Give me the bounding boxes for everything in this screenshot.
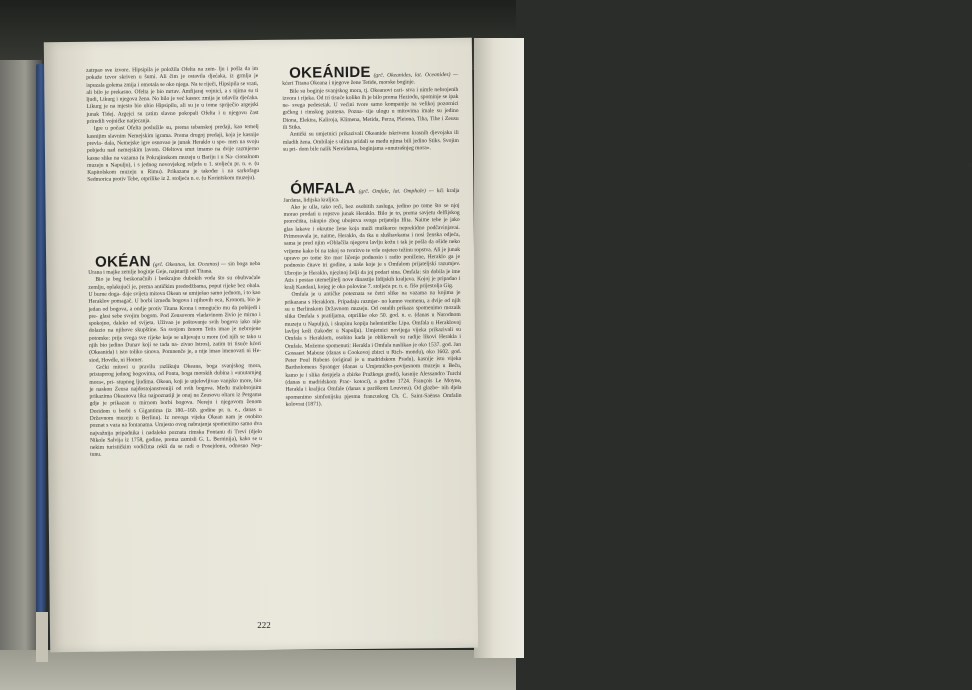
omfala-p2-line: Spranger (danas u Umjetničko-povijesnom muzeju u xyxy=(319,363,449,371)
intro-line: vojnici, a s njima su ti ljudi, Likurg i njegova žena. No xyxy=(86,87,259,104)
okean-p1-line: i to kao Heraklov pomagač. U borbi između bogova i xyxy=(88,289,261,306)
okean-paragraph-1 xyxy=(88,275,261,364)
omfala-p2-line: no kanno vremenu, a dvije od njih su u Berlinskom xyxy=(284,297,461,313)
okean-gloss: (grč. Okeanos, lat. Oceanus) — xyxy=(152,261,227,268)
okeanide-p1-line: Bile su boginje svanjskog mora, tj. Okeanovi cari- xyxy=(289,87,406,95)
ofelt-line: predaji, kao temelj kasnijim slavnim Nemejskim xyxy=(86,124,259,140)
ofelt-line: dala, Nemejske igre osnovao je junak Heraklo u spo- xyxy=(104,139,229,147)
omfala-p2-line: (danas u Narodnom muzeju u Napulju), i skupinu xyxy=(284,312,461,328)
omfala-p2-line: kasnije Alessandro Turchi (danas u madridskom Prac- xyxy=(285,370,462,386)
omfala-p2-line: na kojima je prikazana s Heraklom. Pripadaju razmjer- xyxy=(284,290,461,306)
okeanide-p2-line: dom bile nalik Nereidama, boginjama »unutrašnjeg xyxy=(298,145,416,153)
okean-p2-line: je prikazan u mirnom borbi bogova. Nereju i njegovom xyxy=(102,399,247,408)
okean-p2-line: di Trevi (djelo Nikole Salvija iz 1758, godine, prema xyxy=(89,428,262,444)
okeanide-entry-head xyxy=(282,64,458,88)
okean-p1-line: protiv Titana Krona i omogućio mu da pobijedi i pre- xyxy=(88,304,261,320)
ofelt-line: reljefa u 1. stoljeću pr. n. e. (u Kapitolskom muzeju u xyxy=(87,160,260,176)
ofelt-line: protiv Tebe, otprilike iz 2. stoljeća n. e. (u Korintskom xyxy=(112,175,236,183)
okeanide-p2-line: pridali se među njima bili jedino Stiks. Svojim su pri- xyxy=(282,137,459,153)
adjacent-page-fragment: u xyxy=(968,160,972,169)
background-bottom xyxy=(0,650,516,690)
okean-p2-line: najpoznatiji je onaj na Zeusovu oltaru iz Pergama gdje xyxy=(89,392,262,408)
omfala-p1-line: kraljeva. Kojoj je pripadao i kralj Kandaul, kojeg je xyxy=(284,275,461,291)
omfala-p1-line: po tome što se njoj moraо prodati u ropstvo junak xyxy=(283,202,460,218)
okeanide-paragraph-1 xyxy=(282,87,458,133)
okean-p1-line: predodžbama, poput rijeke bez obala. U burne doga- xyxy=(88,282,261,298)
okean-p1-line: njihovih oca, Kronom, bio je jedan od bogova, a ondje xyxy=(88,297,261,313)
okean-p2-line: bogova. Među malobrojnim prikazima Okeanova lika xyxy=(89,384,262,400)
okean-entry-head xyxy=(88,253,260,277)
okean-p2-line: Grčki mitovi u pravilu razlikuju Okeana, boga xyxy=(96,363,222,371)
omfala-headword: ÓMFALA xyxy=(290,180,356,198)
intro-line: mjesto bio ubio Hipsipilu, ali su je u tome spriječio xyxy=(117,102,241,110)
ofelt-line: cionalnom muzeju u Napulju), i s jednog novovjekog xyxy=(87,153,260,169)
okeanide-paragraph-2 xyxy=(283,130,459,154)
ofelt-line: Rimu). Prikazana je također i na sarkofagu Sedmorica xyxy=(87,168,260,184)
okean-p2-line: Iz novoga vijeka Okean nam je osobito poznat s vaza xyxy=(89,413,262,430)
ofelt-line: muzeju). xyxy=(235,175,256,182)
okean-p1-line: što su obuhvaćale zemlju, oplakujući je, prema antičkim xyxy=(88,275,261,291)
ofelt-line: Ofeltovu smrt imamo na dvije razmjerno kasne slike xyxy=(87,146,259,162)
okean-p2-line: zamisli G. L. Berninija), kako se u nekim turističkim xyxy=(90,435,263,451)
omfala-p1-line: je s Omfalom prijateljski razumjev. Ubrojio je Heraklo, xyxy=(284,261,461,277)
okean-p2-line: svanjskog mora, pristaprrog jednog bogovima, od xyxy=(89,362,262,379)
omfala-p2-line: prikazivali su Omfala s Heraklom, osobito kada je xyxy=(284,326,461,342)
left-column xyxy=(86,66,262,460)
okean-p1-line: zivao Istros), zatim tri tisuće kćeri (Okeanida) i isto xyxy=(89,341,262,357)
omfala-p1-line: tvoritvo te vrle osjeteo težinu ropstva. Ali je junak xyxy=(346,246,461,254)
intro-line: vrati, ali bilo je prekasno. Ofelta je bio mrtav. Amfijaraj xyxy=(86,80,259,96)
omfala-p1-line: upravo po tome što mor ličenje podnosio i radio ponižene, xyxy=(284,254,428,262)
okeanide-p1-line: svega pedesetak. U većini tvore samo kompanije na xyxy=(292,101,420,109)
okeanide-p1-line: stva i nimfe nebrojenih izvora i rijeka. Od tri tisuće xyxy=(282,86,459,102)
okean-def-line: sin boga neba Urana i majke zemlje boginje Geje, xyxy=(88,260,261,276)
omfala-p1-line: je pošla da ošide neko vrijeme kako bi na takoj so xyxy=(283,239,460,255)
okean-p2-line: ženom Doridom u borbi s Gigantima (iz 180.–160. xyxy=(89,399,262,415)
omfala-p2-line: Beču, kamo je i slika dospjela a zbirke Pražkoga gradi), xyxy=(285,363,462,379)
spine-cap xyxy=(36,612,48,662)
okean-p1-line: đaje svijeta mitova Okean se umiješao samo jednom, xyxy=(122,290,244,298)
ofelt-line: igrama. Prema drugoj predaji, koja je kasnije prevla- xyxy=(86,131,259,147)
okean-p1-line: poštovanje svih bogova iako nije dolazio na njihove xyxy=(88,319,261,335)
omfala-p1-line: Heraklo ga je podnosio čitave tri godine, a naše koje xyxy=(284,253,461,269)
okeanide-p1-line: Zeusu ili Stiks. xyxy=(282,115,459,131)
intro-line: bilo je već kasno: zmija je udavila djećaka. Likurg je na xyxy=(86,95,259,111)
okeanide-definition xyxy=(282,80,415,87)
okean-p2-line: vodičima rekli da se radi o Posejdonu, odnosno Nep- xyxy=(133,443,263,451)
okean-p2-line: na fontanama. Umjesto ovog nabrajanja spomenimo xyxy=(121,421,241,429)
ofelt-line: Igre u počast Ofelta poslužile su, prema tebanskoj xyxy=(93,124,215,133)
okeanide-def-line: kćeri Titana Okeana i njegove žene Tetide, xyxy=(282,80,380,88)
okeanide-p2-line: mora«. xyxy=(415,145,431,152)
omfala-p1-line: neprekidno podčavinjavai. Primoravala je, naime, xyxy=(283,224,460,240)
okean-p2-line: stupnog ljudima. Okean, koji je utjelovljivao vanjsko xyxy=(116,377,240,386)
okeanide-p2-line: Antički su umjetnici prikazivali Okeanide iskrivenu xyxy=(289,130,412,139)
intro-line: je ostavila djećaka, iz grmlja je ispuzala golema zmija xyxy=(86,73,259,89)
omfala-p2-line: Državnom muzeju. Od ostalih prikaza spomenimo mozaik xyxy=(325,304,461,313)
omfala-p1-line: njezinoj želji da joj podari sina. Omfala: sin dobila je xyxy=(329,268,452,276)
omfala-p1-line: Heraklo. Bilo je to, prema savjetu delfijskog proročišta, xyxy=(283,210,460,226)
okean-p2-line: more, bio je naskon Zeusa najdostojanstveniji od svih xyxy=(89,377,262,393)
intro-line: argejski junak Tidej. Argejci su zatim slavno pokopali xyxy=(86,102,259,118)
omfala-p2-line: koži (također u Napulju). Umjetnici novijega vijeka xyxy=(301,327,430,335)
omfala-p2-line: nih djela spomenimo simfonijsku pjesmu francuskog xyxy=(285,385,462,401)
omfala-p2-line: kotoci), a godine 1724. François Le Moyne, Herakla i xyxy=(285,377,462,394)
okean-p1-line: (od njih se tako u njih bio jedino Dunav koji se tada na- xyxy=(88,333,261,349)
okean-p2-line: godine pr. n. e., danas u Državnom muzeju u Berlinu). xyxy=(89,406,262,422)
omfala-paragraph-2 xyxy=(284,290,461,409)
omfala-p1-line: sama je pred njim »Oblačila njegovu lavlju kožu i tak xyxy=(283,239,410,248)
okeanide-p1-line: Kaliroja, Klimena, Metida, Perza, Pleiona, Tiha, Tihe i xyxy=(318,115,446,124)
ofelt-paragraph xyxy=(87,124,260,184)
omfala-p2-line: mondu), oko 1602. god. Peter Poul Rubens (original xyxy=(285,348,462,364)
page-number: 222 xyxy=(257,619,271,631)
intro-line: lju i pošla da im pokaže izvor skriven u šumi. Ali čim xyxy=(86,66,259,82)
omfala-p2-line: Jan Gossaert Mabuse (danas u Cookovoj zbirci u Rich- xyxy=(285,341,462,357)
okeanide-p1-line: velikoj pozornici grčkog i rimskog pantena. Pozna- xyxy=(282,101,459,117)
okean-p1-line: toliko sinova. Pomnenče je, a nije imao imenovati ni He- xyxy=(129,348,262,356)
okean-p2-line: samo dva najvažnija pripadnika i nadaleko poznata rimska Fontanu xyxy=(89,421,262,437)
omfala-def-line: kći kralja Jardana, lidijska kraljica. xyxy=(283,188,460,204)
omfala-p2-line: kraljica Omfale (danas u pariškom Louvreu). Od glazbe- xyxy=(308,385,442,393)
okeanide-p2-line: krasnih djevojaka ili mladih žena. Ombilaje s ulima xyxy=(282,130,459,146)
okean-p2-line: Ponta, boga morskih dubina i »unutarnjeg mora«, pri- xyxy=(89,370,262,386)
omfala-p1-line: Heraklo, da tka u slušhavkama i nosi ženska odjeća, xyxy=(337,231,460,240)
omfala-p2-line: Omfala je u antičke poteznata se četri slike na vazama xyxy=(291,290,430,299)
omfala-entry-head xyxy=(283,180,459,204)
okeanide-gloss: (grč. Okeanides, lat. Oceanides) — xyxy=(373,71,459,79)
omfala-p2-line: Ch. C. Saint-Saënsa Omfalin kolovrat (1871). xyxy=(285,392,462,408)
omfala-p1-line: iskupio zbog ubojstva svoga prijatelja Ifita. Naime xyxy=(309,217,432,225)
okean-def-line: najstariji od Titana. xyxy=(169,268,213,276)
okean-headword: OKÉAN xyxy=(95,252,151,271)
intro-line: zatrpao sve izvore. Hipsipila je položila Ofelta na zem- xyxy=(86,66,219,74)
omfala-gloss: (grč. Omfale, lat. Omphale) — xyxy=(358,188,434,196)
okean-paragraph-2 xyxy=(89,363,262,460)
okean-p1-line: skupštine. Sa svojom ženom Tetis imao je nebrojene xyxy=(135,326,261,334)
right-column xyxy=(282,64,462,409)
ofelt-line: na vazama (u Pokrajinskom muzeju u Bariju i u Na- xyxy=(113,153,236,162)
okean-p1-line: živio je mirno i spokojno, daleko od svijeta. Uživao je xyxy=(88,311,261,327)
okean-p1-line: siod, Hovdle, ni Homer. xyxy=(89,356,143,364)
okeanide-headword: OKEÁNIDE xyxy=(289,63,371,82)
intro-line: Ofelta i u njegovu čast priredili vojničke natjecanja. xyxy=(86,109,259,125)
book-page xyxy=(44,38,478,652)
okean-p1-line: glasi sebe svojim bogom. Pod Zeusovom vladavinom xyxy=(99,312,225,320)
adjacent-page xyxy=(474,38,972,658)
okean-p1-line: Bio je bog beskonačnih i beskrajno dubokih voda xyxy=(95,275,218,284)
omfala-p2-line: spomenuti: Herakla i Omfala naslikao je oko 1537. god. xyxy=(325,341,454,349)
omfala-p1-line: Ako je ulla, tako reći, bez osobitih zasluga, jedino xyxy=(290,203,414,211)
omfala-p1-line: ime Atis i postao utemeljitelj nove dinastije lidijskih xyxy=(284,268,461,284)
ofelt-line: men na svoju pobjedu nad nemejskim lavom. xyxy=(86,138,259,155)
omfala-p2-line: slika Omfala s pratiljama, otprilike oko 50. god. n. e. xyxy=(284,312,415,321)
omfala-p2-line: kopija helenističke Lipa. Omfala u Heraklovoj lavljoj xyxy=(284,319,461,335)
okeanide-def-line: morske boginje. xyxy=(378,79,416,87)
okeanide-p1-line: tije ulogu u mitovima imale su jedino Diona, Elektra, xyxy=(282,108,459,124)
omfala-p2-line: je u madridskom Pradu), kasnije istu vijeka Bartholomeus xyxy=(285,355,462,372)
omfala-paragraph-1 xyxy=(284,203,461,292)
intro-paragraph xyxy=(86,66,259,126)
omfala-p2-line: oblikovali su radije likovi Herakla i Omfale. Možemo xyxy=(284,334,461,350)
omfala-p1-line: tebe je jako glas lakave i okrutne žene koja muži muškarce xyxy=(283,217,460,233)
okean-p2-line: tunu. xyxy=(90,452,102,459)
intro-line: i omotala se oko njega. Na te riječi, Hipsipila se xyxy=(137,80,247,88)
omfala-p1-line: oko polovine 7. stoljeća pr. n. e. fišo prijestolja Gig. xyxy=(337,283,454,291)
okeanide-p1-line: koliko ih je bilo prema Heziodu, spominje se ipak ne- xyxy=(282,93,459,109)
okean-p1-line: potomke: prije svega sve rijeke koje se ulijevaju u more xyxy=(88,334,221,342)
